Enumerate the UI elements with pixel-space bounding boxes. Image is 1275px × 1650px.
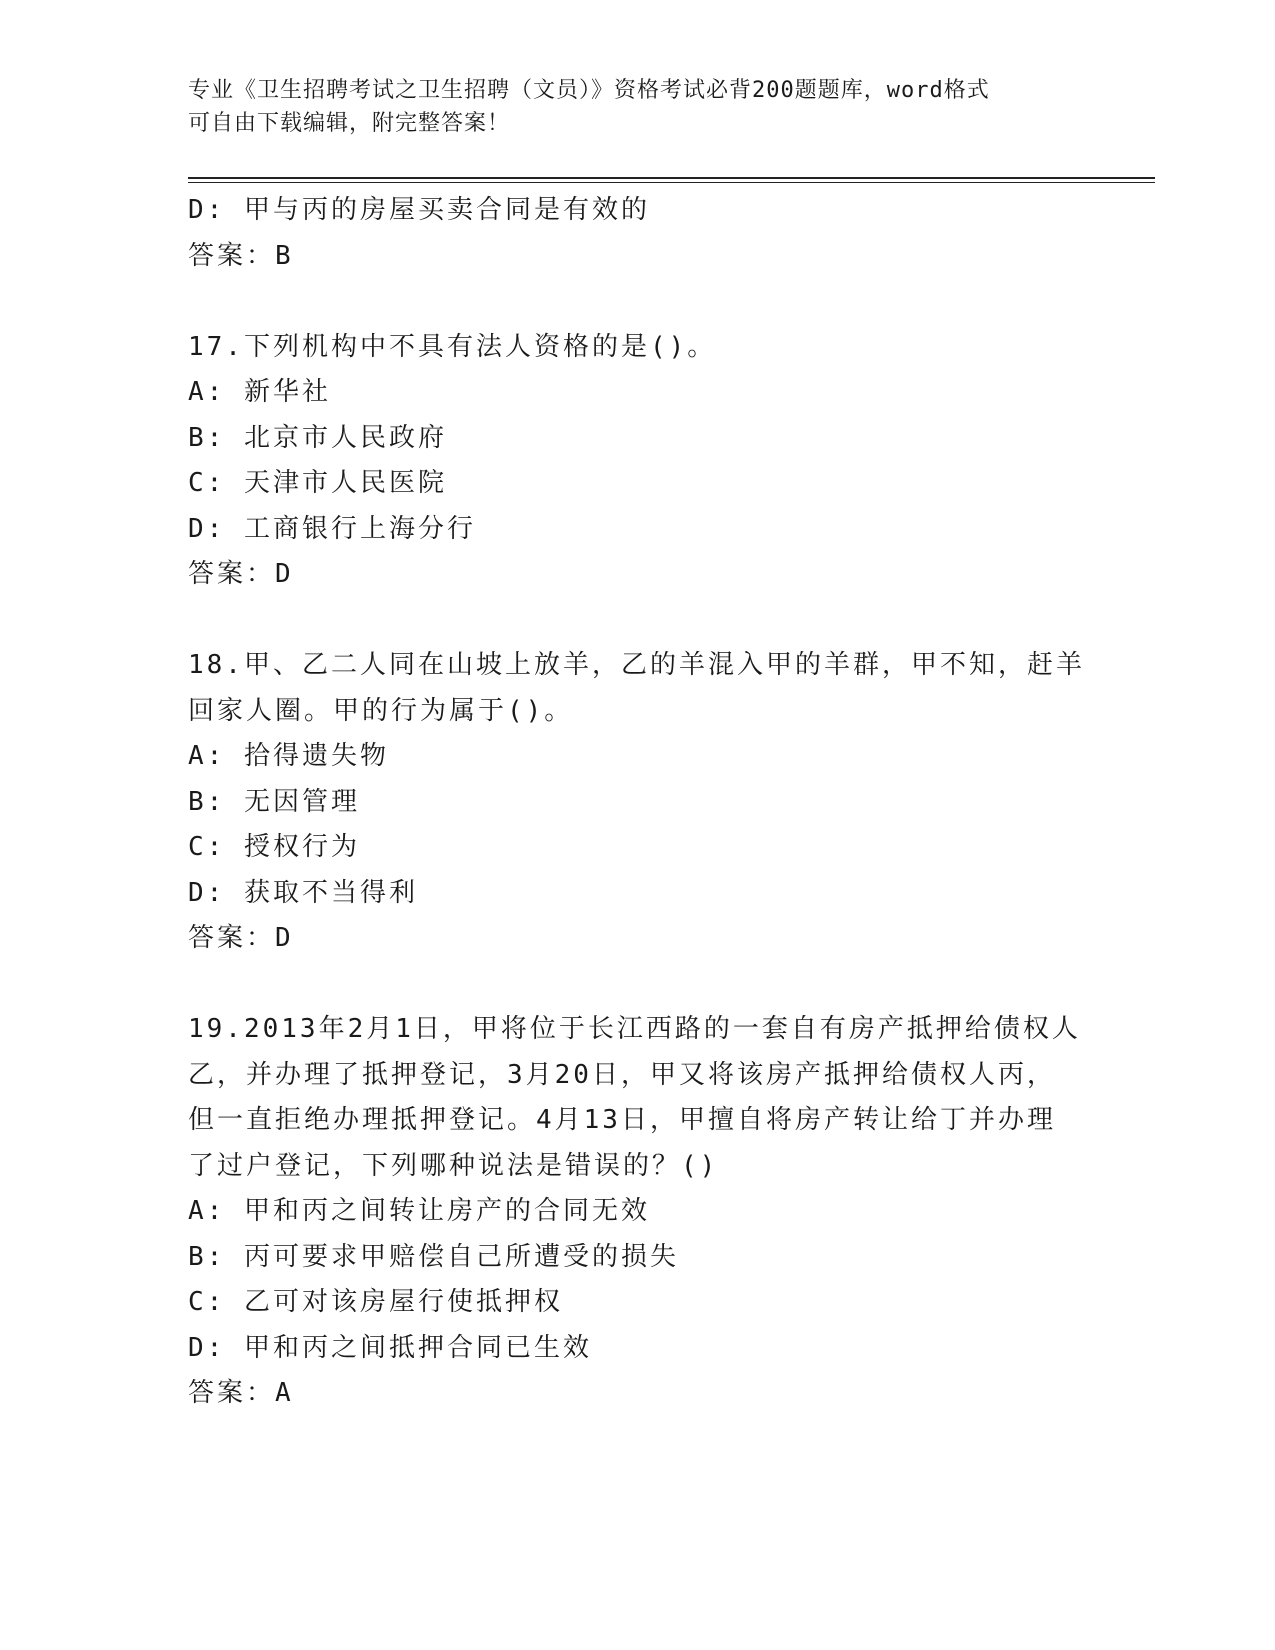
- question-19: [188, 1007, 1088, 1417]
- q19-stem-line-1: 19.2013年2月1日，甲将位于长江西路的一套自有房产抵押给债权人: [188, 1014, 1081, 1044]
- q18-answer: 答案：D: [188, 923, 294, 953]
- q17-stem-line-1: 17.下列机构中不具有法人资格的是()。: [188, 331, 717, 362]
- document-header: [188, 74, 1088, 140]
- q19-option-c: C: 乙可对该房屋行使抵押权: [188, 1287, 563, 1317]
- q19-stem-line-4: 了过户登记，下列哪种说法是错误的？(): [188, 1150, 719, 1181]
- question-17: [188, 325, 1088, 598]
- q19-stem-line-2: 乙，并办理了抵押登记，3月20日，甲又将该房产抵押给债权人丙，: [188, 1059, 1056, 1090]
- q17-option-a: A: 新华社: [188, 377, 331, 407]
- q17-option-b: B: 北京市人民政府: [188, 422, 447, 453]
- header-line-1: 专业《卫生招聘考试之卫生招聘（文员）》资格考试必背200题题库，word格式: [188, 78, 990, 103]
- q19-option-d: D: 甲和丙之间抵押合同已生效: [188, 1332, 592, 1363]
- question-list: [188, 188, 1088, 1417]
- q19-answer: 答案：A: [188, 1378, 294, 1408]
- q17-option-c: C: 天津市人民医院: [188, 468, 447, 498]
- q19-option-b: B: 丙可要求甲赔偿自己所遭受的损失: [188, 1241, 679, 1272]
- header-divider: [188, 177, 1155, 179]
- q18-option-d: D: 获取不当得利: [188, 877, 418, 908]
- q18-option-a: A: 拾得遗失物: [188, 741, 389, 771]
- q17-option-d: D: 工商银行上海分行: [188, 513, 476, 544]
- header-line-2: 可自由下载编辑，附完整答案！: [188, 111, 511, 136]
- q18-option-c: C: 授权行为: [188, 832, 360, 862]
- q18-option-b: B: 无因管理: [188, 786, 360, 817]
- q18-stem-line-1: 18.甲、乙二人同在山坡上放羊，乙的羊混入甲的羊群，甲不知，赶羊: [188, 650, 1085, 680]
- q17-answer: 答案：D: [188, 559, 294, 589]
- header-divider-thin: [188, 182, 1155, 183]
- q19-option-a: A: 甲和丙之间转让房产的合同无效: [188, 1196, 650, 1226]
- question-18: [188, 643, 1088, 962]
- prev-answer: 答案：B: [188, 240, 294, 271]
- q19-stem-line-3: 但一直拒绝办理抵押登记。4月13日，甲擅自将房产转让给丁并办理: [188, 1105, 1056, 1135]
- prev-option-d: D: 甲与丙的房屋买卖合同是有效的: [188, 195, 650, 225]
- q18-stem-line-2: 回家人圈。甲的行为属于()。: [188, 695, 574, 726]
